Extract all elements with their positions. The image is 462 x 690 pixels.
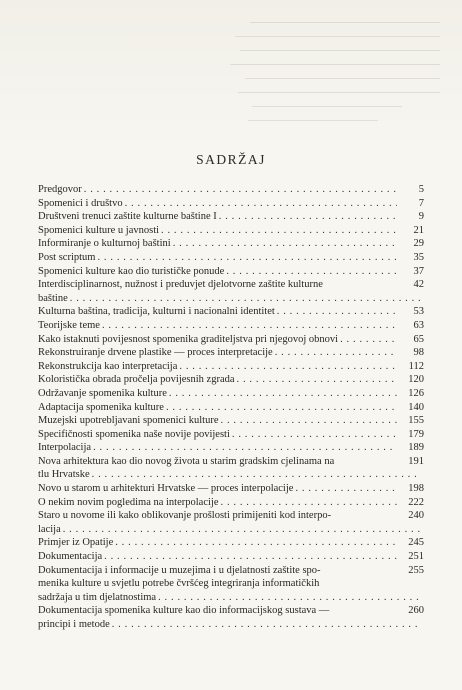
dot-leader [169,387,397,401]
dot-leader [166,401,397,415]
toc-entry-title: Interpolacija [38,442,92,454]
toc-entry-page: 5 [418,184,424,195]
toc-entry-title: Spomenici kulture kao dio turističke ponude [38,265,225,277]
toc-entry [38,265,424,279]
toc-entry [38,210,424,224]
dot-leader [226,265,397,279]
toc-entry-page: 222 [408,496,424,508]
toc-entry-title: Staro u novome ili kako oblikovanje prošlosti primijeniti kod interpo- [38,510,332,522]
toc-entry [38,278,424,305]
toc-entry-title-continuation: sadržaja u tim djelatnostima [38,591,157,603]
bleed-line [240,50,440,51]
toc-entry-page: 112 [408,360,424,372]
toc-entry-page: 42 [413,279,424,291]
dot-leader [125,197,397,211]
dot-leader [219,210,397,224]
dot-leader [179,360,397,374]
toc-entry-page: 260 [408,605,424,617]
dot-leader [161,224,397,238]
toc-entry-title: Društveni trenuci zaštite kulturne baštine I [38,211,217,223]
toc-entry-title: Koloristička obrada pročelja povijesnih zgrada [38,374,235,386]
toc-entry [38,197,424,211]
toc-entry-page: 189 [408,442,424,454]
toc-entry [38,251,424,265]
dot-leader [295,482,397,496]
dot-leader [70,292,421,306]
bleed-line [245,78,440,79]
toc-entry [38,333,424,347]
dot-leader [93,441,397,455]
bleed-line [238,92,440,93]
bleed-line [248,120,378,121]
toc-entry-page: 140 [408,401,424,413]
toc-entry [38,319,424,333]
toc-entry-title: Dokumentacija i informacije u muzejima i u djelatnosti zaštite spo- [38,564,321,576]
toc-entry [38,509,424,536]
toc-entry [38,414,424,428]
toc-entry [38,455,424,482]
toc-entry-title: Muzejski upotrebljavani spomenici kulture [38,415,219,427]
toc-entry-page: 155 [408,415,424,427]
toc-entry [38,550,424,564]
toc-entry-title: Održavanje spomenika kulture [38,387,167,399]
dot-leader [92,468,421,482]
toc-entry-title: Nova arhitektura kao dio novog života u starim gradskim cjelinama na [38,455,335,467]
bleed-line [250,22,440,23]
toc-entry [38,441,424,455]
bleed-line [252,106,402,107]
toc-entry-page: 179 [408,428,424,440]
toc-entry-title: Spomenici i društvo [38,197,123,209]
toc-entry-title: Specifičnosti spomenika naše novije povijesti [38,428,230,440]
table-of-contents [38,183,424,632]
toc-entry-page: 37 [413,265,424,277]
toc-entry [38,482,424,496]
toc-entry-page: 65 [413,333,424,345]
toc-entry-title: Primjer iz Opatije [38,537,114,549]
toc-entry [38,305,424,319]
toc-entry-title-continuation: lacija [38,523,61,535]
toc-entry-page: 245 [408,537,424,549]
toc-entry-title: Kako istaknuti povijesnost spomenika graditeljstva pri njegovoj obnovi [38,333,339,345]
toc-entry-page: 191 [408,455,424,467]
dot-leader [221,414,398,428]
dot-leader [275,346,397,360]
toc-entry [38,237,424,251]
toc-entry-title-continuation: tlu Hrvatske [38,469,90,481]
dot-leader [84,183,397,197]
dot-leader [158,591,421,605]
toc-entry-title-continuation: principi i metode [38,619,110,630]
toc-entry [38,387,424,401]
toc-entry [38,346,424,360]
bleed-line [230,64,440,65]
toc-entry-title: Interdisciplinarnost, nužnost i preduvjet djelotvorne zaštite kulturne [38,279,323,291]
toc-entry-title: Dokumentacija [38,551,103,563]
toc-entry-title: Rekonstrukcija kao interpretacija [38,360,178,372]
toc-entry [38,224,424,238]
toc-entry-title: Teorijske teme [38,319,100,331]
toc-entry-page: 7 [418,197,424,209]
toc-entry-title: Informiranje o kulturnoj baštini [38,238,171,250]
dot-leader [277,305,397,319]
toc-entry [38,428,424,442]
dot-leader [104,550,397,564]
toc-entry-page: 255 [408,564,424,576]
toc-entry-page: 9 [418,211,424,223]
toc-entry-title: Predgovor [38,184,82,195]
toc-entry-title: Adaptacija spomenika kulture [38,401,164,413]
toc-entry-title: Rekonstruiranje drvene plastike — proces interpretacije [38,347,273,359]
dot-leader [102,319,397,333]
toc-entry [38,536,424,550]
toc-entry [38,564,424,605]
toc-entry-title-line: menika kulture u svjetlu potrebe čvršćeg integriranja informatičkih [38,578,320,590]
dot-leader [221,496,398,510]
toc-entry [38,360,424,374]
dot-leader [112,618,421,632]
toc-entry-title-continuation: baštine [38,292,68,304]
toc-entry-title: Kulturna baština, tradicija, kulturni i nacionalni identitet [38,306,275,318]
dot-leader [340,333,397,347]
toc-entry-page: 35 [413,251,424,263]
toc-entry-page: 53 [413,306,424,318]
toc-entry-page: 251 [408,551,424,563]
toc-entry-page: 198 [408,483,424,495]
bleed-line [235,36,440,37]
toc-entry-title: Spomenici kulture u javnosti [38,224,160,236]
toc-entry-page: 120 [408,374,424,386]
dot-leader [232,428,397,442]
dot-leader [97,251,397,265]
toc-entry-page: 29 [413,238,424,250]
toc-entry-page: 126 [408,387,424,399]
toc-entry [38,183,424,197]
toc-entry [38,496,424,510]
toc-entry [38,604,424,631]
toc-entry-page: 98 [413,347,424,359]
dot-leader [63,523,421,537]
toc-entry-page: 63 [413,319,424,331]
dot-leader [237,373,397,387]
dot-leader [173,237,397,251]
toc-entry [38,401,424,415]
toc-entry-title: Post scriptum [38,251,96,263]
dot-leader [115,536,397,550]
toc-entry-title: O nekim novim pogledima na interpolacije [38,496,219,508]
toc-entry-title: Novo u starom u arhitekturi Hrvatske — proces interpolacije [38,483,294,495]
toc-entry-page: 21 [413,224,424,236]
toc-entry [38,373,424,387]
toc-entry-title: Dokumentacija spomenika kulture kao dio informacijskog sustava — [38,605,330,617]
page-title: SADRŽAJ [196,152,266,167]
toc-entry-page: 240 [408,510,424,522]
